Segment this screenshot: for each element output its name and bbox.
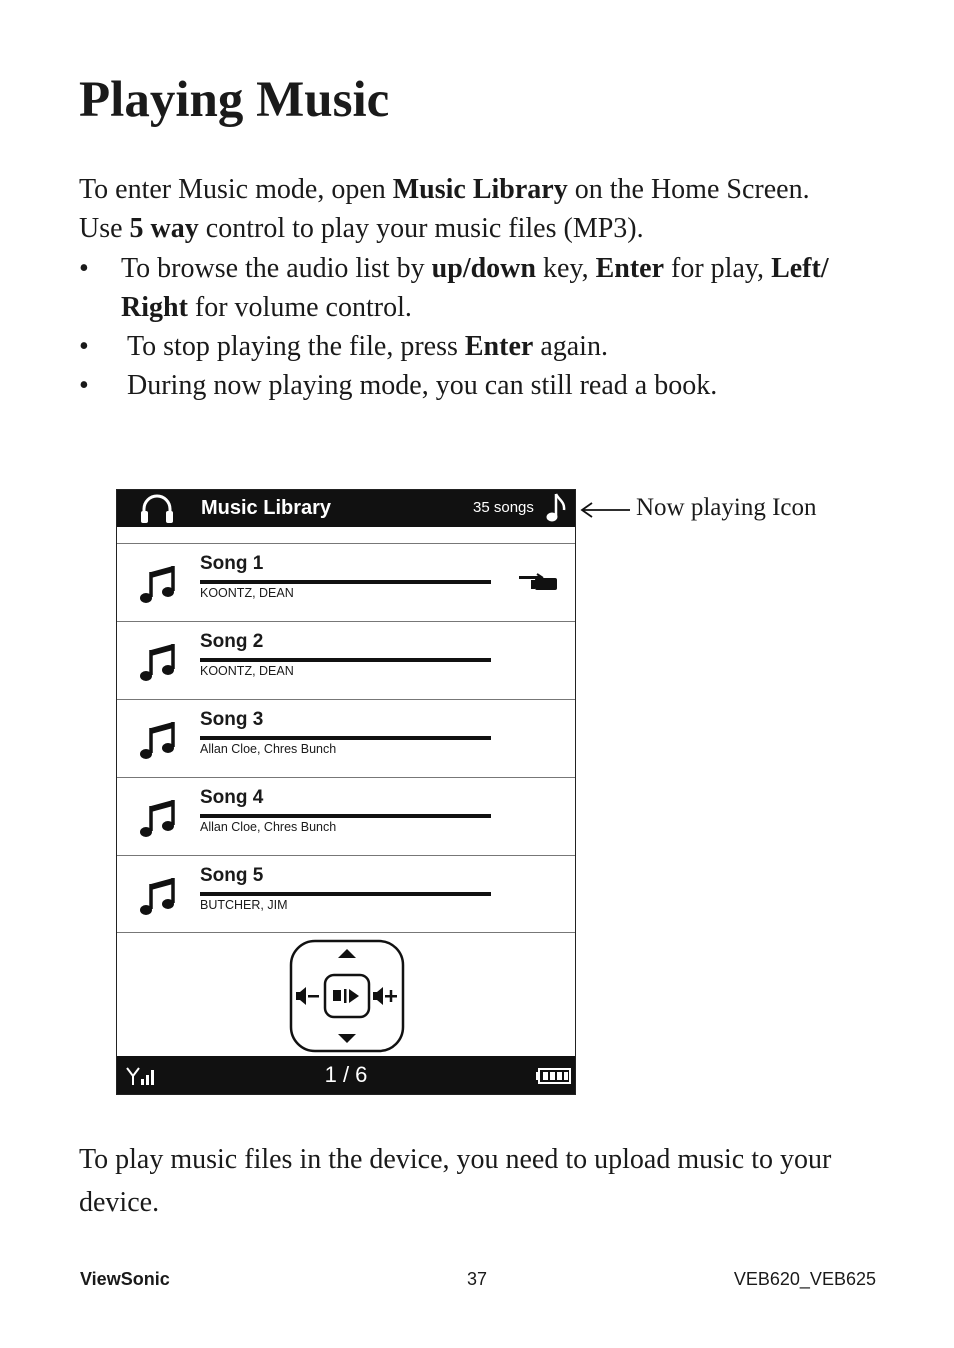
intro-text: on the Home Screen. [567, 174, 810, 205]
bullet-text: for volume control. [187, 292, 412, 323]
device-screenshot [116, 489, 576, 1095]
song-artist: BUTCHER, JIM [200, 898, 288, 912]
footer-brand: ViewSonic [80, 1269, 170, 1289]
music-notes-icon [139, 798, 179, 840]
song-title: Song 1 [200, 553, 264, 574]
bullet-bold: Enter [464, 331, 534, 362]
footer-page-number: 37 [466, 1269, 488, 1289]
intro-bold-5-way: 5 way [129, 213, 199, 244]
pointing-hand-icon [517, 570, 559, 592]
song-row[interactable] [117, 699, 575, 777]
music-notes-icon [139, 720, 179, 762]
bullet-text: for play, [664, 253, 772, 284]
music-notes-icon [139, 564, 179, 606]
intro-paragraph [79, 170, 899, 248]
intro-text: control to play your music files (MP3). [198, 213, 644, 244]
song-divider-bar [200, 658, 491, 662]
footer-model: VEB620_VEB625 [733, 1269, 876, 1289]
bullet-bold: Right [121, 292, 188, 323]
five-way-control[interactable] [289, 939, 405, 1053]
intro-bold-music-library: Music Library [392, 174, 568, 205]
bullet-bold: up/down [431, 253, 536, 284]
song-row[interactable] [117, 777, 575, 855]
music-notes-icon [139, 642, 179, 684]
device-header-title: Music Library [201, 497, 332, 519]
song-row[interactable] [117, 621, 575, 699]
page-indicator: 1 / 6 [324, 1062, 368, 1087]
music-note-icon [545, 492, 569, 526]
song-divider-bar [200, 892, 491, 896]
song-title: Song 5 [200, 865, 264, 886]
bullet-text: During now playing mode, you can still read a book. [127, 370, 718, 401]
arrow-left-icon [580, 500, 632, 520]
song-artist: KOONTZ, DEAN [200, 586, 294, 600]
song-title: Song 3 [200, 709, 264, 730]
intro-text: Use [79, 213, 130, 244]
annotation-label: Now playing Icon [636, 494, 817, 521]
bullet-text: To stop playing the file, press [127, 331, 465, 362]
bullet-item-stop [79, 327, 899, 366]
bullet-text: key, [535, 253, 596, 284]
headphones-icon [139, 493, 175, 525]
song-title: Song 2 [200, 631, 264, 652]
song-divider-bar [200, 736, 491, 740]
song-row[interactable] [117, 855, 575, 933]
song-row[interactable] [117, 543, 575, 621]
bullet-item-browse [79, 249, 899, 327]
song-count: 35 songs [473, 499, 534, 516]
song-artist: Allan Cloe, Chres Bunch [200, 742, 337, 756]
battery-icon [535, 1068, 571, 1084]
bullet-bold: Left/ [771, 253, 829, 284]
song-list [117, 543, 575, 933]
device-header [117, 490, 575, 527]
song-title: Song 4 [200, 787, 264, 808]
song-divider-bar [200, 814, 491, 818]
bullet-text: To browse the audio list by [121, 253, 432, 284]
bullet-marker: • [79, 331, 89, 362]
song-artist: Allan Cloe, Chres Bunch [200, 820, 337, 834]
bullet-marker: • [79, 253, 89, 284]
bullet-text: again. [533, 331, 608, 362]
page-title: Playing Music [79, 72, 390, 128]
outro-paragraph: To play music files in the device, you need to upload music to your device. [79, 1144, 832, 1218]
song-divider-bar [200, 580, 491, 584]
intro-text: To enter Music mode, open [79, 174, 393, 205]
bullet-item-reading [79, 366, 899, 405]
bullet-bold: Enter [595, 253, 665, 284]
bullet-marker: • [79, 370, 89, 401]
instruction-list [79, 249, 899, 405]
device-status-bar [117, 1056, 575, 1094]
music-notes-icon [139, 876, 179, 918]
song-artist: KOONTZ, DEAN [200, 664, 294, 678]
